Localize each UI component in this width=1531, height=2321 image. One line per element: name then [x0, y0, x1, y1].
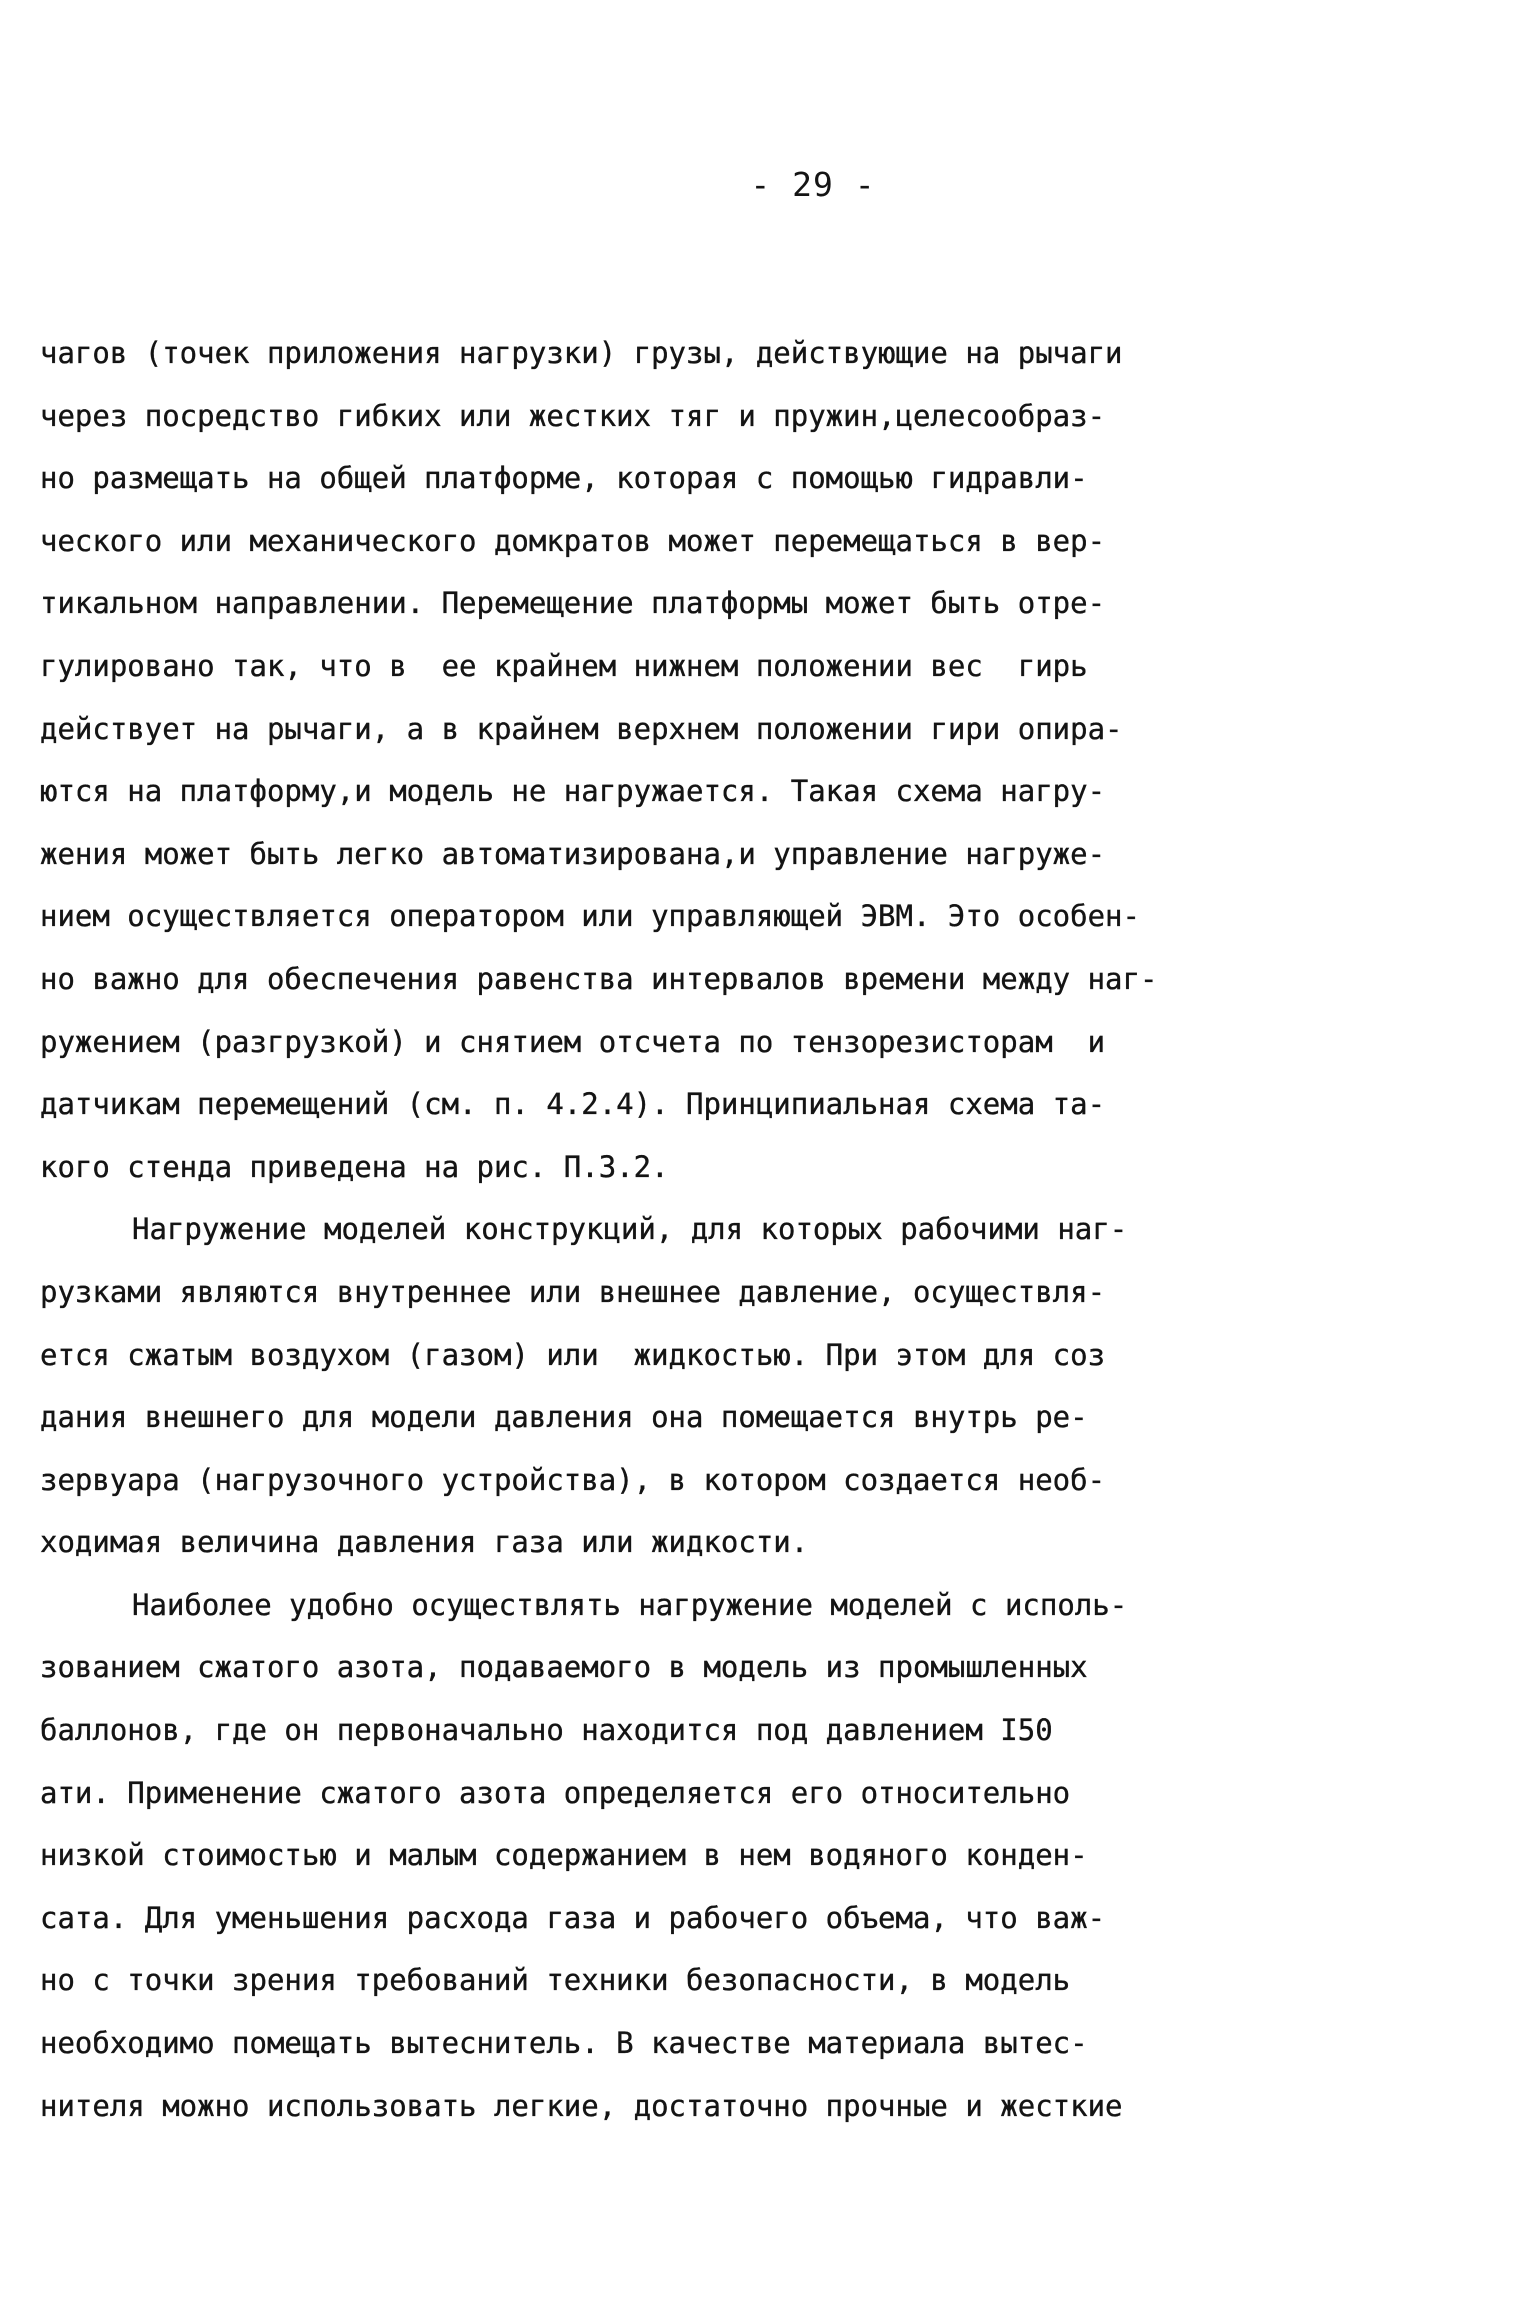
text-line: кого стенда приведена на рис. П.3.2. — [40, 1149, 669, 1184]
text-line: через посредство гибких или жестких тяг и пружин,целесообраз- — [40, 398, 1106, 433]
text-line: зованием сжатого азота, подаваемого в модель из промышленных — [40, 1650, 1088, 1685]
text-line: нием осуществляется оператором или управляющей ЭВМ. Это особен- — [40, 899, 1140, 934]
text-line: сата. Для уменьшения расхода газа и рабочего объема, что важ- — [40, 1900, 1106, 1935]
text-line: датчикам перемещений (см. п. 4.2.4). Принципиальная схема та- — [40, 1087, 1106, 1122]
text-line: необходимо помещать вытеснитель. В качестве материала вытес- — [40, 2026, 1088, 2061]
text-line: действует на рычаги, а в крайнем верхнем положении гири опира- — [40, 711, 1123, 746]
text-line: зервуара (нагрузочного устройства), в котором создается необ- — [40, 1462, 1106, 1497]
text-line: ческого или механического домкратов может перемещаться в вер- — [40, 523, 1106, 558]
text-line: дания внешнего для модели давления она помещается внутрь ре- — [40, 1400, 1088, 1435]
paragraph-2 — [40, 1198, 1300, 1574]
text-line: ется сжатым воздухом (газом) или жидкостью. При этом для соз — [40, 1337, 1106, 1372]
text-line: ружением (разгрузкой) и снятием отсчета по тензорезисторам и — [40, 1024, 1106, 1059]
body-text — [40, 322, 1300, 2137]
page-number: - 29 - — [750, 165, 876, 204]
text-line: низкой стоимостью и малым содержанием в нем водяного конден- — [40, 1838, 1088, 1873]
text-line: Наиболее удобно осуществлять нагружение моделей с исполь- — [132, 1587, 1128, 1622]
text-line: Нагружение моделей конструкций, для которых рабочими наг- — [132, 1212, 1128, 1247]
text-line: ати. Применение сжатого азота определяется его относительно — [40, 1775, 1071, 1810]
text-line: нителя можно использовать легкие, достаточно прочные и жесткие — [40, 2088, 1123, 2123]
paragraph-1 — [40, 322, 1300, 1198]
text-line: рузками являются внутреннее или внешнее давление, осуществля- — [40, 1274, 1106, 1309]
text-line: баллонов, где он первоначально находится под давлением I50 — [40, 1713, 1053, 1748]
paragraph-3 — [40, 1574, 1300, 2137]
text-line: чагов (точек приложения нагрузки) грузы, действующие на рычаги — [40, 336, 1123, 370]
text-line: но размещать на общей платформе, которая с помощью гидравли- — [40, 461, 1088, 496]
text-line: гулировано так, что в ее крайнем нижнем положении вес гирь — [40, 648, 1088, 683]
text-line: ются на платформу,и модель не нагружается. Такая схема нагру- — [40, 774, 1106, 809]
text-line: тикальном направлении. Перемещение платформы может быть отре- — [40, 586, 1106, 621]
text-line: жения может быть легко автоматизирована,и управление нагруже- — [40, 836, 1106, 871]
text-line: но с точки зрения требований техники безопасности, в модель — [40, 1963, 1071, 1998]
text-line: но важно для обеспечения равенства интервалов времени между наг- — [40, 961, 1158, 996]
text-line: ходимая величина давления газа или жидкости. — [40, 1525, 809, 1560]
